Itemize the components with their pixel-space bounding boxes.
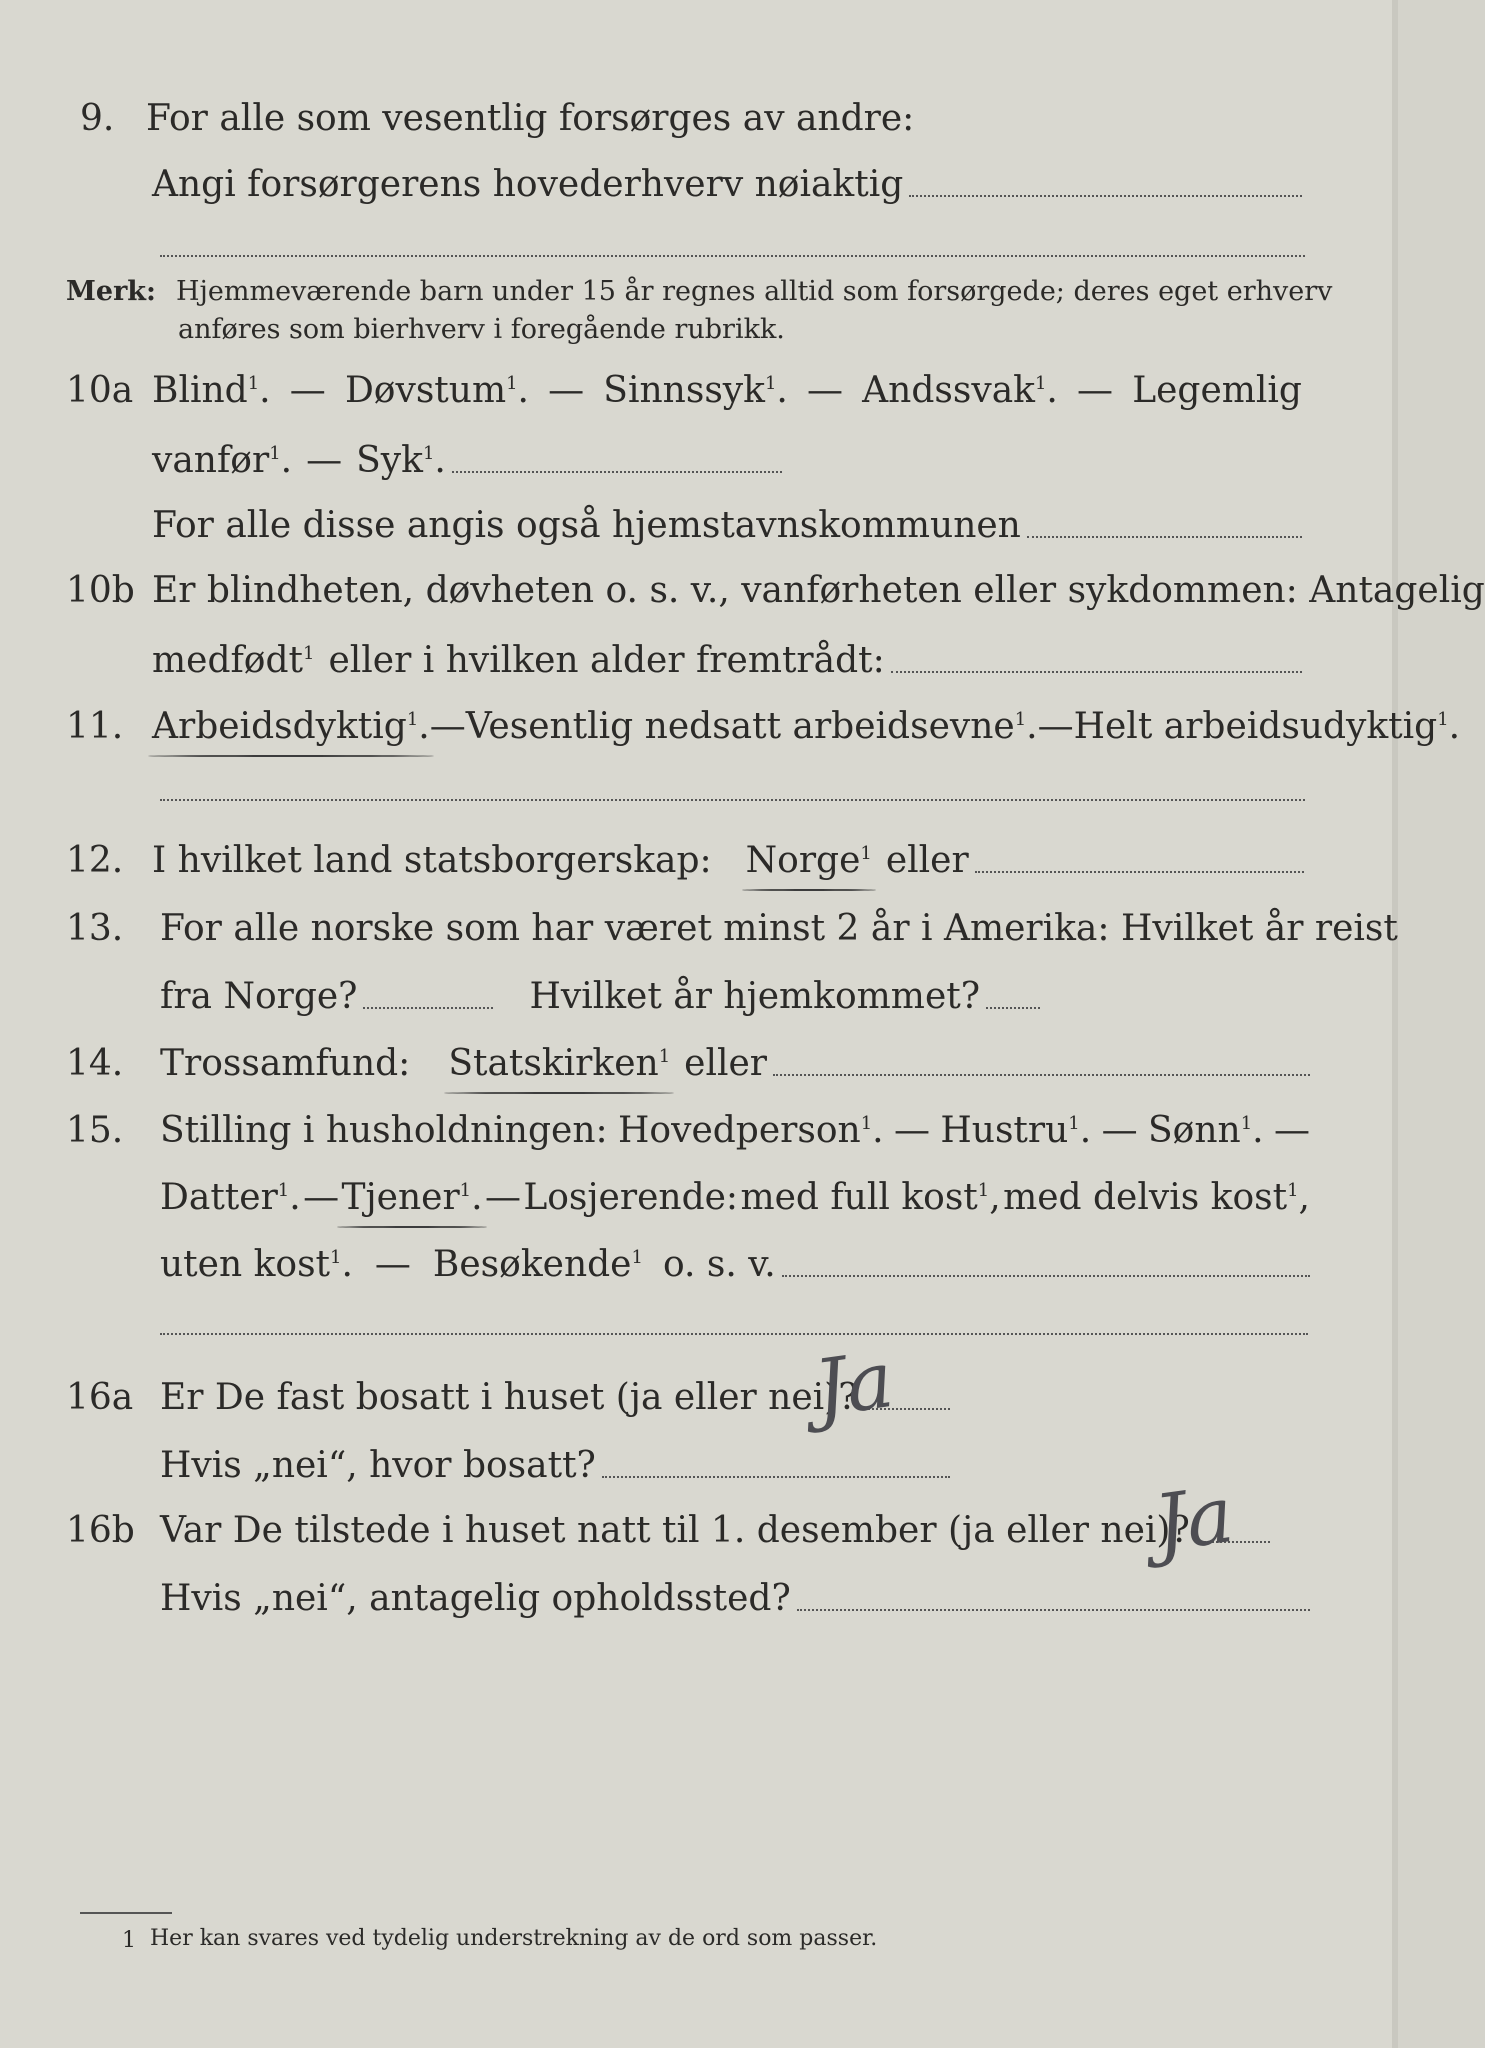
q9-answer-line — [909, 194, 1302, 197]
q11-line: Arbeidsdyktig$^1$. — Vesentlig nedsatt arbeidsevne$^1$. — Helt arbeidsudyktig$^1$. — [152, 706, 1461, 747]
q10b-line2[interactable] — [152, 640, 1302, 681]
q13-hjemkommet-label: Hvilket år hjemkommet? — [529, 976, 981, 1017]
q9-line1: For alle som vesentlig forsørges av andre: — [146, 98, 915, 139]
q15-line2: Datter$^1$. — Tjener$^1$. — Losjerende: med full kost$^1$, med delvis kost$^1$, — [160, 1177, 1310, 1218]
q10a-opt-dovstum: Døvstum$^1$. — [344, 370, 529, 411]
footnote-rule — [80, 1912, 172, 1914]
q13-line2[interactable] — [160, 976, 1040, 1017]
footnote-text: Her kan svares ved tydelig understrekning av de ord som passer. — [150, 1926, 878, 1951]
q10a-hjemstavn-answer-line — [1027, 535, 1302, 538]
q10a-opt-blind: Blind$^1$. — [152, 370, 271, 411]
q13-reist-answer-line — [363, 1006, 493, 1009]
q15-losjerende: Losjerende: — [523, 1177, 739, 1218]
merk-text2: anføres som bierhverv i foregående rubrikk. — [178, 314, 785, 345]
q10a-opt-syk: Syk$^1$. — [356, 440, 446, 481]
merk-line1 — [66, 276, 1332, 307]
q15-number: 15. — [66, 1110, 124, 1151]
q15-opt-delvis-kost: med delvis kost$^1$, — [1003, 1177, 1310, 1218]
q9-number: 9. — [80, 98, 115, 139]
q15-line3[interactable]: uten kost$^1$. — Besøkende$^1$ o. s. v. — [160, 1244, 1310, 1285]
q9-extra-line — [160, 254, 1305, 257]
q10a-line3[interactable] — [152, 505, 1302, 546]
q11-opt-arbeidsdyktig: Arbeidsdyktig$^1$. — [152, 706, 430, 747]
q9-line2[interactable] — [152, 164, 1302, 205]
q14-number: 14. — [66, 1043, 124, 1084]
q12-line[interactable] — [152, 840, 1304, 881]
q10a-opt-sinnssyk: Sinnssyk$^1$. — [603, 370, 788, 411]
q10b-label: eller i hvilken alder fremtrådt: — [328, 640, 885, 681]
q10a-line2[interactable]: vanfør$^1$. — Syk$^1$. — [152, 440, 782, 481]
q10b-answer-line — [891, 670, 1302, 673]
q13-hjemkommet-answer-line — [986, 1006, 1040, 1009]
q12-opt-norge: Norge$^1$ — [745, 840, 872, 881]
q14-answer-line — [773, 1073, 1310, 1076]
q15-opt-hovedperson: Hovedperson$^1$. — [618, 1110, 884, 1151]
q16a-bosatt-answer-line — [602, 1475, 950, 1478]
q15-opt-datter: Datter$^1$. — [160, 1177, 301, 1218]
q15-opt-uten-kost: uten kost$^1$. — [160, 1244, 353, 1285]
q11-opt-udyktig: Helt arbeidsudyktig$^1$. — [1073, 706, 1461, 747]
q16a-label: Er De fast bosatt i huset (ja eller nei)? — [160, 1377, 858, 1418]
q16b-line1[interactable] — [160, 1510, 1270, 1551]
q16b-label: Var De tilstede i huset natt til 1. desember (ja eller nei)? — [160, 1510, 1190, 1551]
q15-opt-hustru: Hustru$^1$. — [940, 1110, 1092, 1151]
q16b-number: 16b — [66, 1510, 135, 1551]
q10a-opt-vanfor: vanfør$^1$. — [152, 440, 293, 481]
q12-label: I hvilket land statsborgerskap: — [152, 840, 712, 881]
q12-rest: eller — [885, 840, 969, 881]
q10a-opt-andssvak: Andssvak$^1$. — [862, 370, 1058, 411]
q13-line1: For alle norske som har været minst 2 år i Amerika: Hvilket år reist — [160, 908, 1398, 949]
q10b-number: 10b — [66, 570, 135, 611]
q15-opt-besokende: Besøkende$^1$ — [432, 1244, 643, 1285]
q16b-line2[interactable] — [160, 1578, 1310, 1619]
q15-extra-line — [160, 1332, 1308, 1335]
q16a-handwritten-answer: Ja — [809, 1335, 899, 1435]
q14-opt-statskirken: Statskirken$^1$ — [448, 1043, 671, 1084]
q14-line[interactable] — [160, 1043, 1310, 1084]
q12-number: 12. — [66, 840, 124, 881]
q14-rest: eller — [684, 1043, 767, 1084]
q15-label: Stilling i husholdningen: — [160, 1110, 608, 1151]
q10a-hjemstavn-label: For alle disse angis også hjemstavnskommunen — [152, 505, 1021, 546]
q15-opt-sonn: Sønn$^1$. — [1147, 1110, 1264, 1151]
q15-osv: o. s. v. — [662, 1244, 776, 1285]
q12-answer-line — [975, 870, 1304, 873]
q15-opt-tjener: Tjener$^1$. — [341, 1177, 483, 1218]
q13-number: 13. — [66, 908, 124, 949]
q16b-handwritten-answer: Ja — [1149, 1470, 1239, 1570]
q11-opt-nedsatt: Vesentlig nedsatt arbeidsevne$^1$. — [465, 706, 1038, 747]
q10a-opt-legemlig: Legemlig — [1132, 370, 1302, 411]
q16a-line2[interactable] — [160, 1445, 950, 1486]
q15-answer-line — [782, 1274, 1310, 1277]
q16b-opphold-label: Hvis „nei“, antagelig opholdssted? — [160, 1578, 791, 1619]
q10a-syk-answer-line — [452, 470, 782, 473]
merk-text1: Hjemmeværende barn under 15 år regnes alltid som forsørgede; deres eget erhverv — [175, 276, 1333, 307]
q10b-opt-medfodt: medfødt$^1$ — [152, 640, 315, 681]
q16b-opphold-answer-line — [797, 1608, 1310, 1611]
q14-label: Trossamfund: — [160, 1043, 411, 1084]
q15-opt-full-kost: med full kost$^1$, — [740, 1177, 1001, 1218]
q10a-number: 10a — [66, 370, 134, 411]
q10a-line1: Blind$^1$. — Døvstum$^1$. — Sinnssyk$^1$. — Andssvak$^1$. — Legemlig — [152, 370, 1302, 411]
q11-number: 11. — [66, 706, 124, 747]
q16a-bosatt-label: Hvis „nei“, hvor bosatt? — [160, 1445, 596, 1486]
q11-extra-line — [160, 798, 1305, 801]
merk-label: Merk: — [66, 276, 156, 307]
q10b-line1: Er blindheten, døvheten o. s. v., vanførheten eller sykdommen: Antagelig — [152, 570, 1485, 611]
q9-label: Angi forsørgerens hovederhverv nøiaktig — [152, 164, 904, 205]
q15-line1: Stilling i husholdningen: Hovedperson$^1$. — Hustru$^1$. — Sønn$^1$. — — [160, 1110, 1310, 1151]
footnote-mark: 1 — [122, 1928, 136, 1953]
q16a-number: 16a — [66, 1377, 134, 1418]
q13-reist-label: fra Norge? — [160, 976, 358, 1017]
